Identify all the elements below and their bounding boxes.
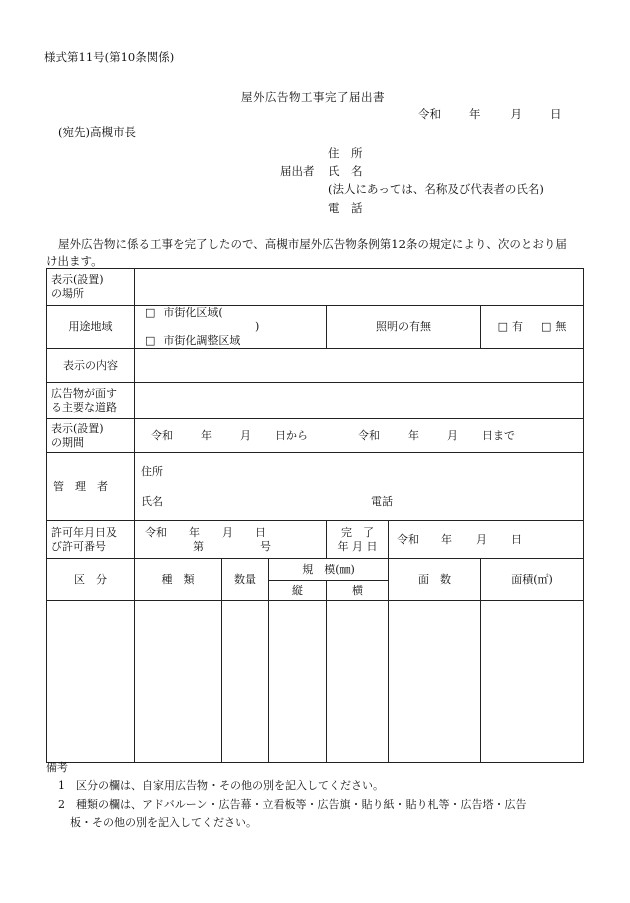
row-zone [47, 306, 584, 349]
row-permit [47, 521, 584, 559]
form-number: 様式第11号(第10条関係) [44, 50, 175, 64]
zone-opt1-label: 市街化区域( [163, 306, 223, 319]
notification-form-table [46, 268, 584, 763]
entry-type[interactable] [135, 601, 222, 763]
manager-value[interactable] [135, 453, 584, 521]
road-label: 広告物が面す る主要な道路 [47, 383, 135, 419]
row-columns-header [47, 559, 584, 581]
entry-length[interactable] [269, 601, 327, 763]
zone-label: 用途地域 [47, 306, 135, 349]
checkbox-urbanization-area[interactable]: □ [145, 306, 156, 319]
lighting-no-label: 無 [555, 320, 567, 333]
completion-date-value[interactable]: 令和 年 月 日 [389, 521, 584, 559]
intro-line-1: 屋外広告物に係る工事を完了したので、高槻市屋外広告物条例第12条の規定により、次のとおり届 [58, 237, 567, 251]
zone-opt2-label: 市街化調整区域 [163, 334, 241, 347]
road-value[interactable] [135, 383, 584, 419]
applicant-name-label: 氏 名 [328, 164, 363, 178]
date-day: 日 [550, 107, 562, 121]
location-label: 表示(設置) の場所 [47, 269, 135, 306]
lighting-options [481, 306, 584, 349]
manager-address-label: 住所 [141, 464, 163, 478]
content-value[interactable] [135, 349, 584, 383]
submission-date [418, 106, 562, 122]
addressee: (宛先)高槻市長 [58, 125, 136, 139]
location-value[interactable] [135, 269, 584, 306]
note-item-1: 1 区分の欄は、自家用広告物・その他の別を記入してください。 [58, 779, 384, 792]
period-label: 表示(設置) の期間 [47, 419, 135, 453]
note-item-2-line-1: 2 種類の欄は、アドバルーン・広告幕・立看板等・広告旗・貼り紙・貼り札等・広告塔・広告 [58, 798, 527, 811]
applicant-address-label: 住 所 [328, 146, 363, 160]
form-title: 屋外広告物工事完了届出書 [241, 90, 385, 104]
applicant-role-label: 届出者 [280, 164, 315, 178]
entry-category[interactable] [47, 601, 135, 763]
row-road [47, 383, 584, 419]
entry-area[interactable] [481, 601, 584, 763]
col-scale-header: 規 模(㎜) [269, 559, 389, 581]
intro-line-2: け出ます。 [46, 254, 103, 268]
entry-quantity[interactable] [222, 601, 269, 763]
row-manager [47, 453, 584, 521]
row-period [47, 419, 584, 453]
row-content [47, 349, 584, 383]
lighting-yes-label: 有 [512, 320, 523, 333]
col-area-header: 面積(㎡) [481, 559, 584, 601]
permit-value[interactable]: 令和 年 月 日 第 号 [135, 521, 327, 559]
row-entries [47, 601, 584, 763]
corporate-note: (法人にあっては、名称及び代表者の氏名) [328, 182, 544, 196]
entry-width[interactable] [327, 601, 389, 763]
col-width-header: 横 [327, 581, 389, 601]
zone-opt1-close: ) [255, 320, 260, 333]
col-type-header: 種 類 [135, 559, 222, 601]
manager-label: 管 理 者 [47, 453, 135, 521]
row-location [47, 269, 584, 306]
permit-label: 許可年月日及 び許可番号 [47, 521, 135, 559]
col-length-header: 縦 [269, 581, 327, 601]
col-sides-header: 面 数 [389, 559, 481, 601]
entry-sides[interactable] [389, 601, 481, 763]
col-quantity-header: 数量 [222, 559, 269, 601]
date-month: 月 [510, 107, 522, 121]
manager-name-label: 氏名 [141, 494, 163, 508]
note-item-2-line-2: 板・その他の別を記入してください。 [70, 816, 257, 829]
applicant-phone-label: 電 話 [328, 201, 363, 215]
checkbox-urbanization-control-area[interactable]: □ [145, 334, 156, 347]
notes-heading: 備考 [46, 761, 68, 774]
manager-phone-label: 電話 [371, 494, 393, 508]
col-category-header: 区 分 [47, 559, 135, 601]
zone-options [135, 306, 327, 349]
date-year: 年 [469, 107, 481, 121]
checkbox-lighting-yes[interactable]: □ [497, 320, 508, 333]
completion-label: 完 了 年 月 日 [327, 521, 389, 559]
period-value[interactable]: 令和 年 月 日から 令和 年 月 日まで [135, 419, 584, 453]
lighting-label: 照明の有無 [327, 306, 481, 349]
checkbox-lighting-no[interactable]: □ [541, 320, 552, 333]
content-label: 表示の内容 [47, 349, 135, 383]
date-era: 令和 [418, 107, 441, 121]
